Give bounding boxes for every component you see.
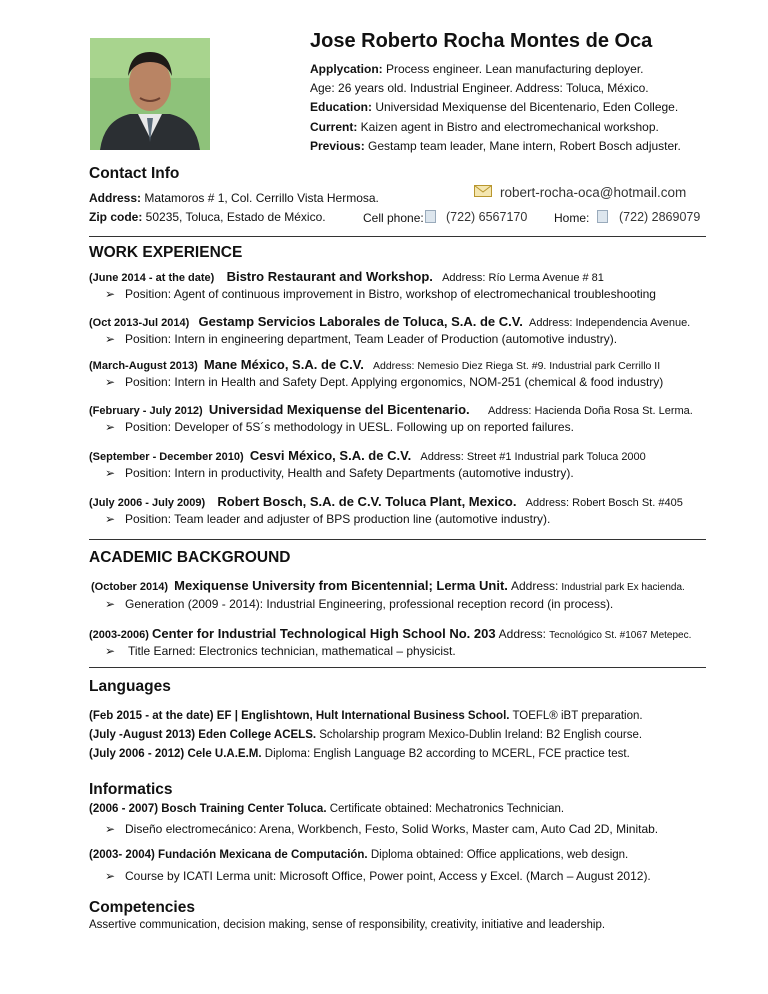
- job-position: ➢ Position: Intern in engineering department, Team Leader of Production (automotive industry).: [105, 332, 618, 346]
- competencies-title: Competencies: [89, 899, 195, 916]
- job-position: ➢ Position: Intern in Health and Safety Dept. Applying ergonomics, NOM-251 (chemical & food industry): [105, 375, 664, 389]
- header-line: Current: Kaizen agent in Bistro and electromechanical workshop.: [310, 120, 659, 134]
- contact-zip: Zip code: 50235, Toluca, Estado de México.: [89, 210, 326, 224]
- job-header: (June 2014 - at the date) Bistro Restaurant and Workshop. Address: Río Lerma Avenue # 81: [89, 269, 604, 284]
- envelope-icon: [474, 184, 492, 202]
- academic-header: (2003-2006) Center for Industrial Technological High School No. 203 Address: Tecnológico St. #1067 Metepec.: [89, 626, 692, 641]
- contact-title: Contact Info: [89, 165, 180, 182]
- job-header: (March-August 2013) Mane México, S.A. de C.V. Address: Nemesio Diez Riega St. #9. Industrial park Cerrillo II: [89, 357, 661, 372]
- work-title: WORK EXPERIENCE: [89, 244, 243, 261]
- language-item: (July 2006 - 2012) Cele U.A.E.M. Diploma: English Language B2 according to MCERL, FCE practice test.: [89, 748, 630, 760]
- informatics-item: (2006 - 2007) Bosch Training Center Toluca. Certificate obtained: Mechatronics Technician.: [89, 803, 565, 815]
- job-position: ➢ Position: Agent of continuous improvement in Bistro, workshop of electromechanical troubleshooting: [105, 287, 656, 301]
- divider: [89, 236, 706, 237]
- job-header: (February - July 2012) Universidad Mexiquense del Bicentenario. Address: Hacienda Doña Rosa St. Lerma.: [89, 402, 693, 417]
- profile-photo: [90, 38, 210, 150]
- cell-phone: (722) 6567170: [446, 210, 528, 224]
- job-position: ➢ Position: Developer of 5S´s methodology in UESL. Following up on reported failures.: [105, 420, 574, 434]
- header-line: Previous: Gestamp team leader, Mane intern, Robert Bosch adjuster.: [310, 139, 681, 153]
- academic-title: ACADEMIC BACKGROUND: [89, 549, 291, 566]
- informatics-item: (2003- 2004) Fundación Mexicana de Computación. Diploma obtained: Office applications, web design.: [89, 849, 629, 861]
- language-item: (Feb 2015 - at the date) EF | Englishtown, Hult International Business School. TOEFL® iBT preparation.: [89, 710, 643, 722]
- header-line: Applycation: Process engineer. Lean manufacturing deployer.: [310, 62, 644, 76]
- phone-icon: [597, 210, 608, 223]
- job-position: ➢ Position: Intern in productivity, Health and Safety Departments (automotive industry).: [105, 466, 574, 480]
- language-item: (July -August 2013) Eden College ACELS. Scholarship program Mexico-Dublin Ireland: B2 English course.: [89, 729, 643, 741]
- header-line: Age: 26 years old. Industrial Engineer. Address: Toluca, México.: [310, 81, 649, 95]
- header-line: Education: Universidad Mexiquense del Bicentenario, Eden College.: [310, 100, 679, 114]
- academic-header: (October 2014) Mexiquense University from Bicentennial; Lerma Unit. Address: Industrial park Ex hacienda.: [91, 578, 685, 593]
- job-position: ➢ Position: Team leader and adjuster of BPS production line (automotive industry).: [105, 512, 551, 526]
- languages-title: Languages: [89, 678, 171, 695]
- divider: [89, 667, 706, 668]
- academic-detail: ➢ Title Earned: Electronics technician, mathematical – physicist.: [105, 644, 456, 658]
- home-phone: (722) 2869079: [619, 210, 701, 224]
- informatics-title: Informatics: [89, 781, 173, 798]
- divider: [89, 539, 706, 540]
- job-header: (Oct 2013-Jul 2014) Gestamp Servicios Laborales de Toluca, S.A. de C.V. Address: Independencia Avenue.: [89, 314, 691, 329]
- cell-phone-label: Cell phone:: [363, 210, 440, 225]
- email[interactable]: robert-rocha-oca@hotmail.com: [500, 185, 687, 200]
- informatics-detail: ➢ Course by ICATI Lerma unit: Microsoft Office, Power point, Access y Excel. (March – August 2012).: [105, 869, 651, 883]
- candidate-name: Jose Roberto Rocha Montes de Oca: [310, 30, 653, 52]
- competencies-text: Assertive communication, decision making, sense of responsibility, creativity, initiative and leadership.: [89, 919, 606, 931]
- job-header: (July 2006 - July 2009) Robert Bosch, S.A. de C.V. Toluca Plant, Mexico. Address: Robert Bosch St. #405: [89, 494, 683, 509]
- informatics-detail: ➢ Diseño electromecánico: Arena, Workbench, Festo, Solid Works, Master cam, Auto Cad 2D, Minitab.: [105, 822, 659, 836]
- phone-icon: [425, 210, 436, 223]
- contact-address: Address: Matamoros # 1, Col. Cerrillo Vista Hermosa.: [89, 191, 379, 205]
- home-phone-label: Home:: [554, 210, 612, 225]
- academic-detail: ➢ Generation (2009 - 2014): Industrial Engineering, professional reception record (in process).: [105, 597, 614, 611]
- job-header: (September - December 2010) Cesvi México, S.A. de C.V. Address: Street #1 Industrial park Toluca 2000: [89, 448, 646, 463]
